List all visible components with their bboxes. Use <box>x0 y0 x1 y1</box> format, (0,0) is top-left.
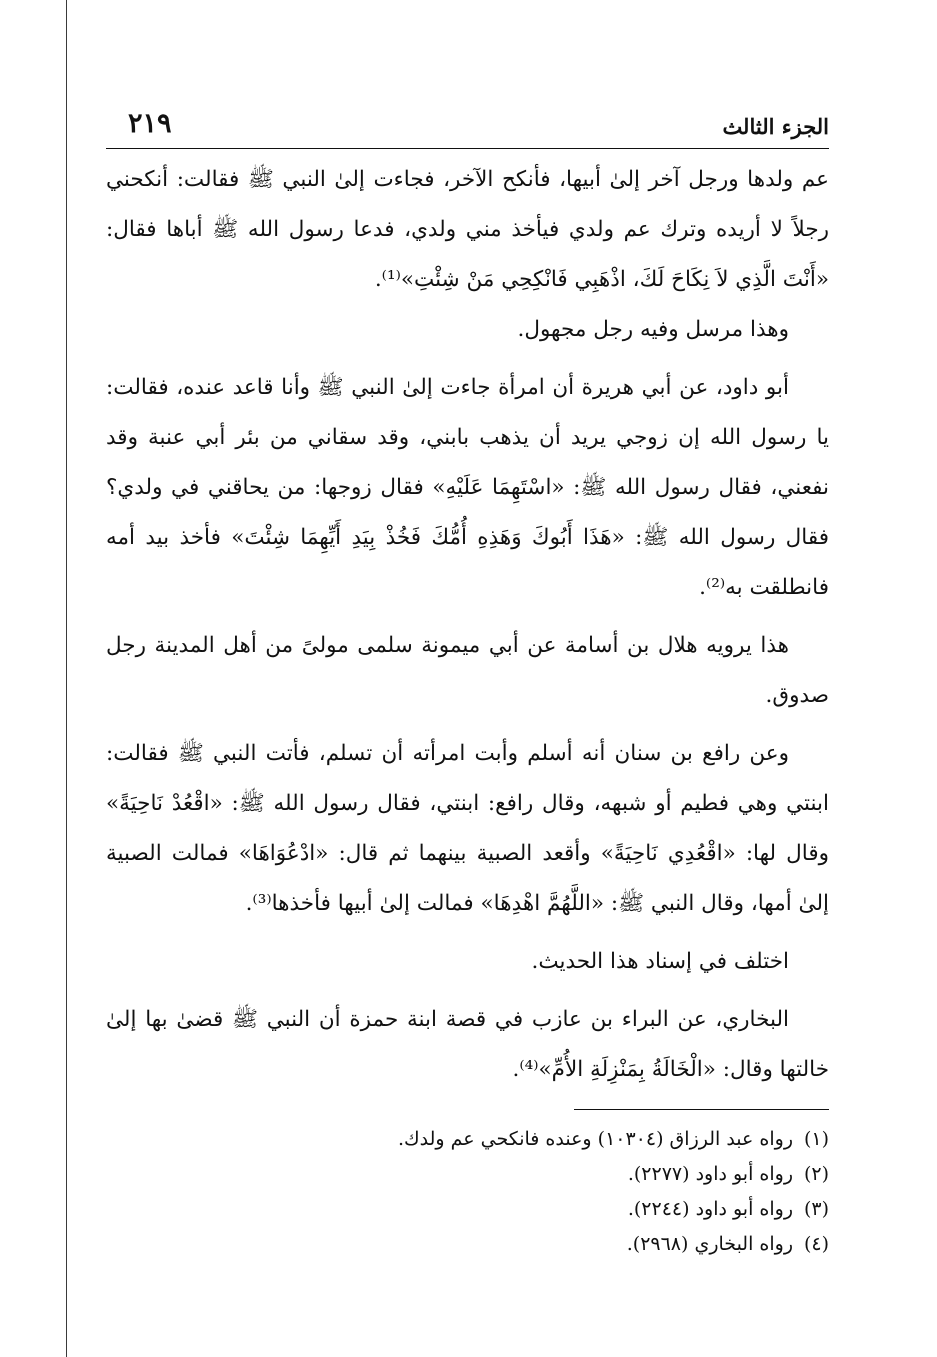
footnote <box>106 1192 829 1227</box>
paragraph: اختلف في إسناد هذا الحديث. <box>531 949 789 974</box>
footnote-rule <box>574 1109 829 1110</box>
footnote-number: (٣) <box>803 1198 829 1220</box>
binding-line <box>66 0 67 1357</box>
paragraph: أبو داود، عن أبي هريرة أن امرأة جاءت إلىٰ النبي ﷺ وأنا قاعد عنده، فقالت: يا رسول الله إن زوجي يريد أن يذهب بابني، وقد سقاني من بئر أبي عنبة وقد نفعني، فقال رسول الله ﷺ: «اسْتَهِمَا عَلَيْهِ» فقال زوجها: من يحاقني في ولدي؟ فقال رسول الله ﷺ: «هَذَا أَبُوكَ وَهَذِهِ أُمُّكَ فَخُذْ بِيَدِ أَيِّهِمَا شِئْتَ» فأخذ بيد أمه فانطلقت به⁽²⁾. <box>106 375 829 600</box>
paragraph: عم ولدها ورجل آخر إلىٰ أبيها، فأنكح الآخر، فجاءت إلىٰ النبي ﷺ فقالت: أنكحني رجلاً لا أريده وترك عم ولدي فيأخذ مني ولدي، فدعا رسول الله ﷺ أباها فقال: «أَنْتَ الَّذِي لاَ نِكَاحَ لَكَ، اذْهَبِي فَانْكِحِي مَنْ شِئْتِ»⁽¹⁾. <box>106 167 829 292</box>
page-number: ٢١٩ <box>128 108 172 139</box>
paragraph: هذا يرويه هلال بن أسامة عن أبي ميمونة سلمى مولىً من أهل المدينة رجل صدوق. <box>106 633 829 708</box>
book-page <box>106 108 829 1262</box>
footnote-number: (١) <box>803 1128 829 1150</box>
footnote-number: (٢) <box>803 1163 829 1185</box>
footnote <box>106 1227 829 1262</box>
body-text <box>106 155 829 1095</box>
footnote-text: رواه أبو داود (٢٢٤٤). <box>627 1198 793 1220</box>
footnote-text: رواه البخاري (٢٩٦٨). <box>626 1233 793 1255</box>
footnote-number: (٤) <box>803 1233 829 1255</box>
footnote <box>106 1122 829 1157</box>
paragraph: البخاري، عن البراء بن عازب في قصة ابنة حمزة أن النبي ﷺ قضىٰ بها إلىٰ خالتها وقال: «الْخَالَةُ بِمَنْزِلَةِ الأُمِّ»⁽⁴⁾. <box>106 1007 829 1082</box>
paragraph: وعن رافع بن سنان أنه أسلم وأبت امرأته أن تسلم، فأتت النبي ﷺ فقالت: ابنتي وهي فطيم أو شبهه، وقال رافع: ابنتي، فقال رسول الله ﷺ: «اقْعُدْ نَاحِيَةً» وقال لها: «اقْعُدِي نَاحِيَةً» وأقعد الصبية بينهما ثم قال: «ادْعُوَاهَا» فمالت الصبية إلىٰ أمها، وقال النبي ﷺ: «اللَّهُمَّ اهْدِهَا» فمالت إلىٰ أبيها فأخذها⁽³⁾. <box>106 741 829 916</box>
running-head: الجزء الثالث <box>722 114 829 139</box>
footnote-text: رواه عبد الرزاق (١٠٣٠٤) وعنده فانكحي عم ولدك. <box>397 1128 793 1150</box>
footnote-text: رواه أبو داود (٢٢٧٧). <box>627 1163 793 1185</box>
footnotes <box>106 1122 829 1262</box>
header-rule <box>106 148 829 149</box>
paragraph: وهذا مرسل وفيه رجل مجهول. <box>517 317 789 342</box>
footnote <box>106 1157 829 1192</box>
page-header <box>106 108 829 148</box>
